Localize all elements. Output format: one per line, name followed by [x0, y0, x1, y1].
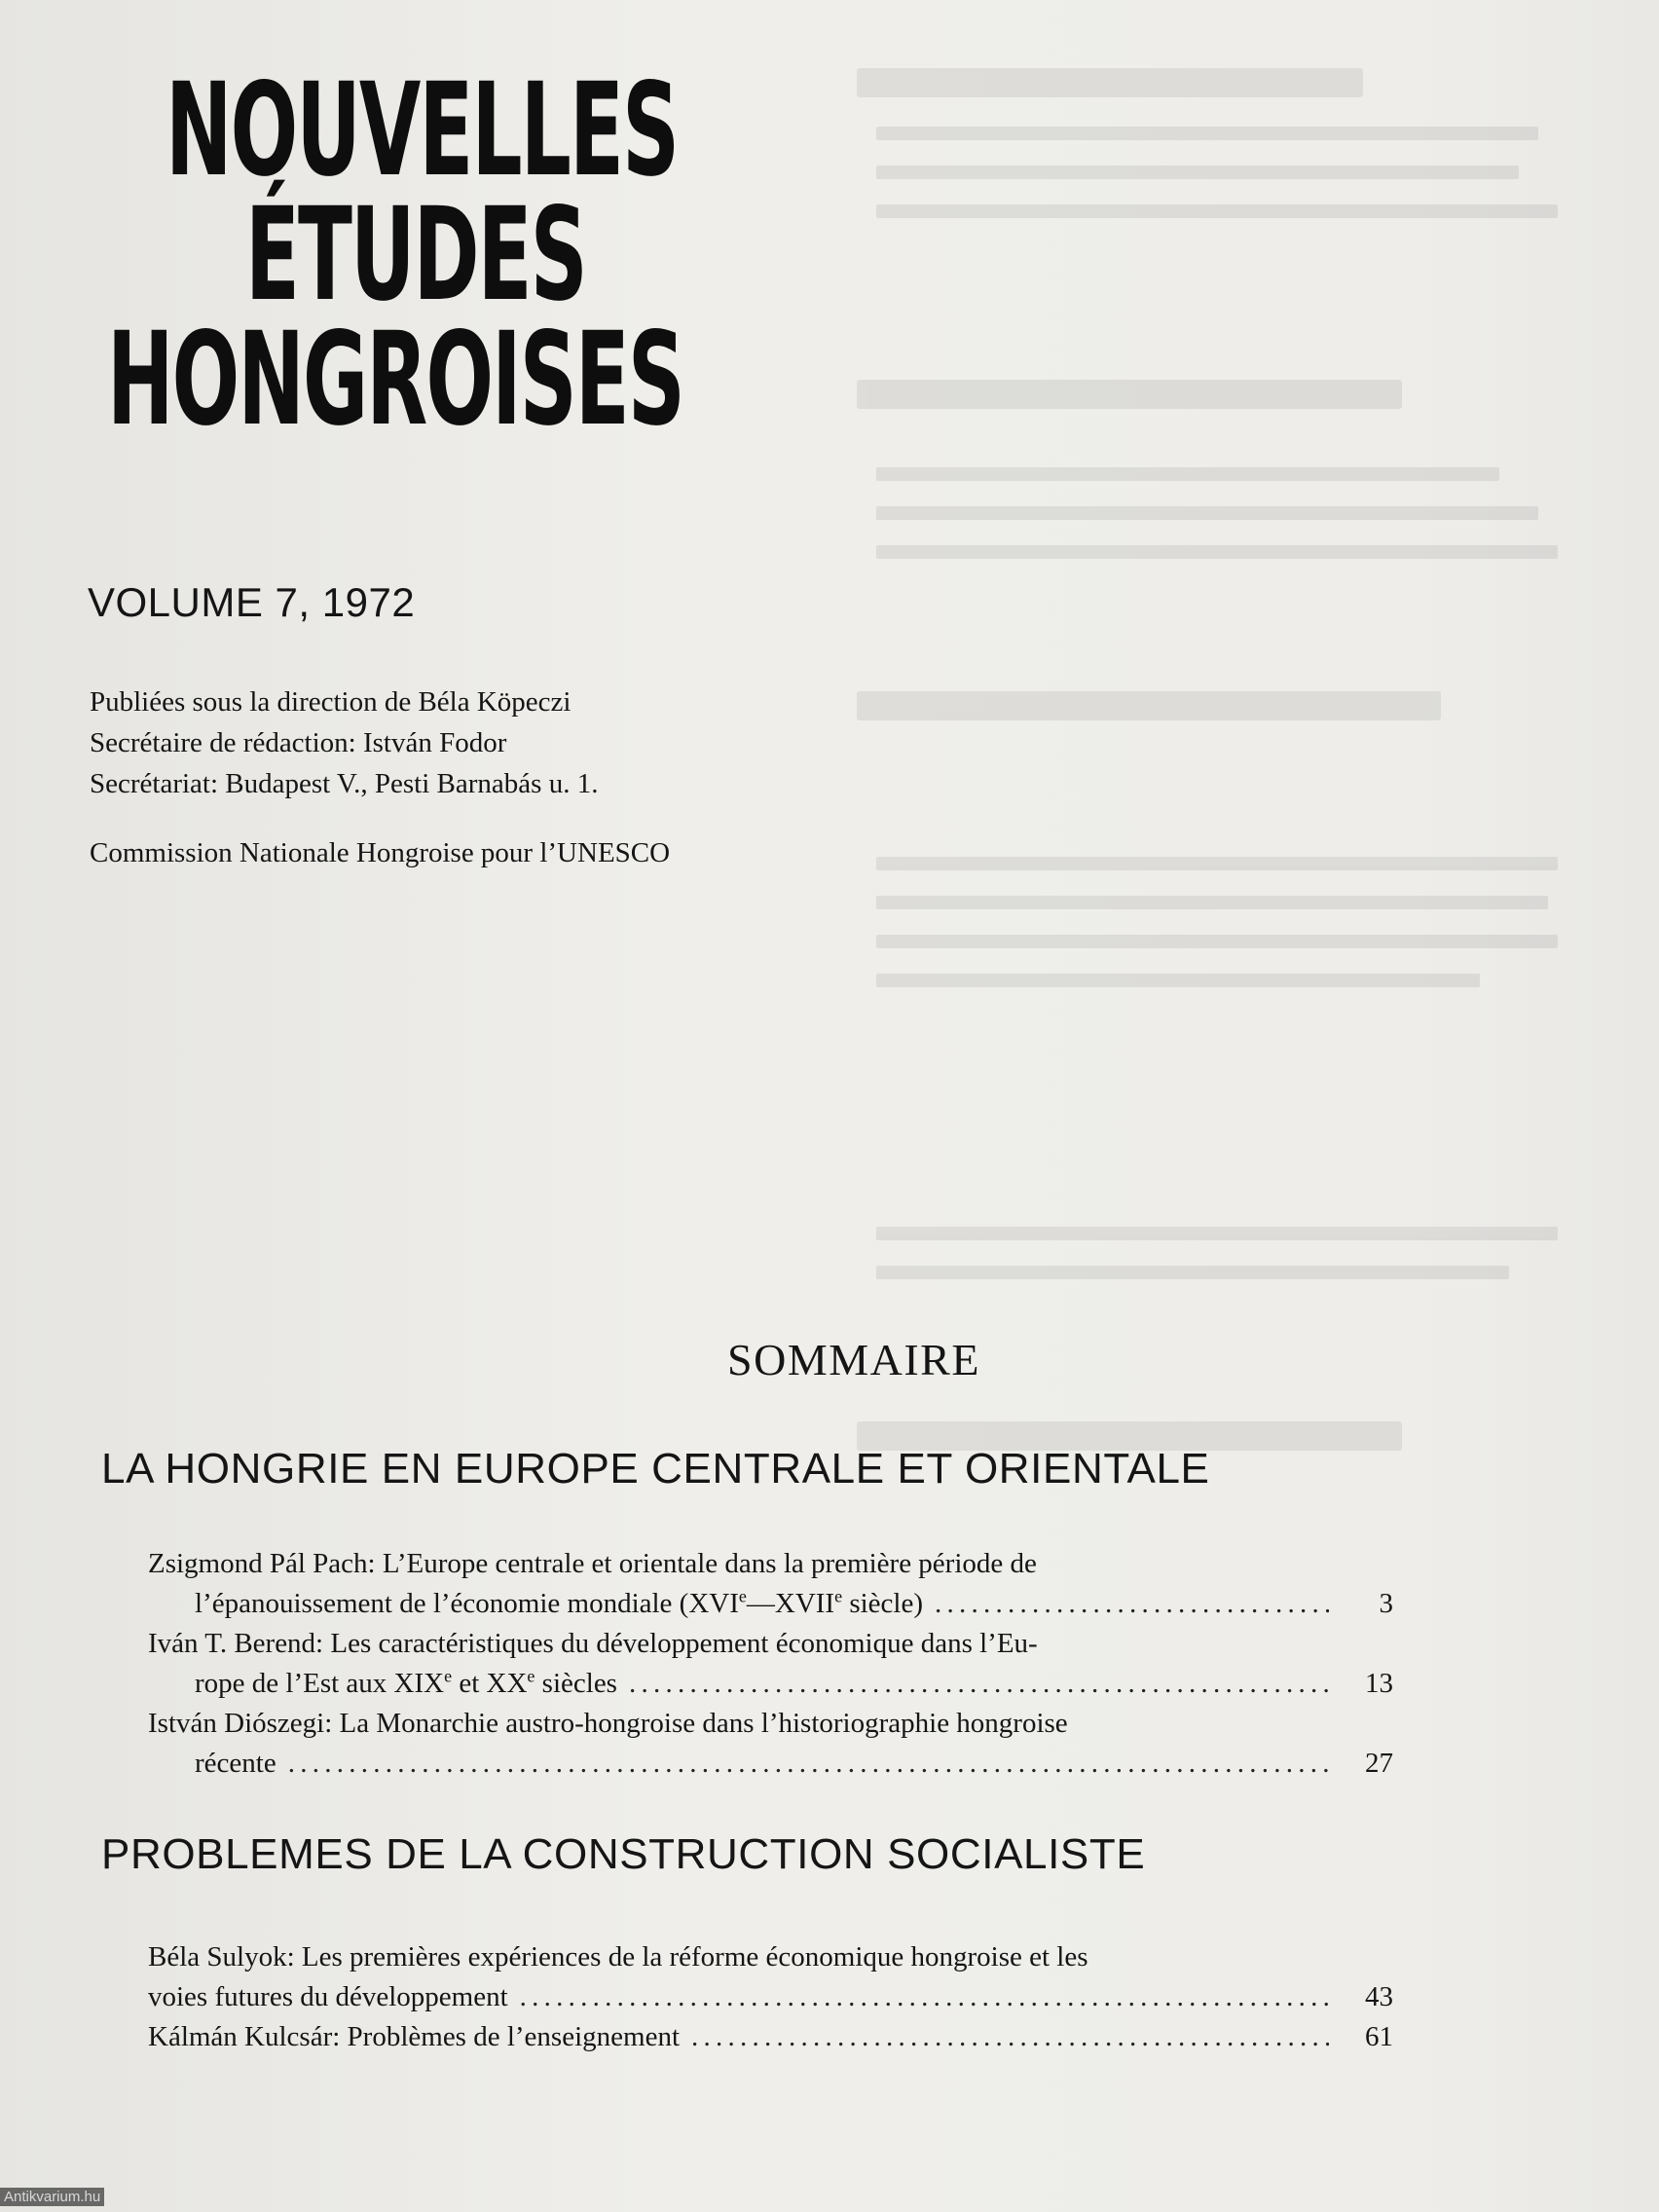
toc-section-1 [148, 1544, 1392, 1784]
section-title: PROBLEMES DE LA CONSTRUCTION SOCIALISTE [101, 1830, 1146, 1878]
contents-heading: SOMMAIRE [727, 1335, 980, 1384]
toc-entry-title: Iván T. Berend: Les caractéristiques du développement économique dans l’Eu- [148, 1628, 1038, 1659]
page-number: 13 [1365, 1668, 1393, 1699]
toc-entry-title: Kálmán Kulcsár: Problèmes de l’enseignement [148, 2021, 681, 2052]
toc-entry-title: Zsigmond Pál Pach: L’Europe centrale et orientale dans la première période de [148, 1548, 1037, 1579]
journal-masthead [103, 55, 882, 455]
toc-entry-title-cont: voies futures du développement [148, 1981, 508, 2012]
page-number: 27 [1365, 1748, 1393, 1779]
watermark: Antikvarium.hu [0, 2188, 104, 2206]
toc-entry [148, 1937, 1392, 2017]
show-through-text [857, 58, 1636, 1538]
masthead-line-2: ÉTUDES [245, 180, 586, 330]
toc-entry [148, 2017, 1392, 2057]
page-number: 61 [1365, 2021, 1393, 2052]
section-title: LA HONGRIE EN EUROPE CENTRALE ET ORIENTALE [101, 1445, 1210, 1493]
toc-entry-title-cont: rope de l’Est aux XIXe et XXe siècles [195, 1666, 617, 1699]
secretary-credit: Secrétaire de rédaction: István Fodor [90, 727, 507, 758]
toc-section-2 [148, 1937, 1392, 2057]
toc-entry-title: István Diószegi: La Monarchie austro-hongroise dans l’historiographie hongroise [148, 1708, 1068, 1739]
dot-leader [691, 2017, 1329, 2057]
commission-credit: Commission Nationale Hongroise pour l’UNESCO [90, 837, 671, 868]
dot-leader [629, 1664, 1329, 1704]
toc-entry-title-cont: récente [195, 1748, 276, 1779]
dot-leader [520, 1977, 1329, 2017]
dot-leader [935, 1584, 1329, 1624]
direction-credit: Publiées sous la direction de Béla Köpeczi [90, 686, 571, 718]
page-number: 43 [1365, 1981, 1393, 2012]
toc-entry-title: Béla Sulyok: Les premières expériences de la réforme économique hongroise et les [148, 1941, 1088, 1972]
editorial-credits [90, 682, 598, 804]
toc-entry-title-cont: l’épanouissement de l’économie mondiale (XVIe—XVIIe siècle) [195, 1586, 923, 1619]
volume-label: VOLUME 7, 1972 [88, 579, 416, 625]
masthead-line-3: HONGROISES [107, 305, 683, 455]
toc-entry [148, 1704, 1392, 1784]
toc-entry [148, 1544, 1392, 1624]
masthead-line-1: NOUVELLES [166, 55, 679, 205]
dot-leader [288, 1744, 1329, 1784]
toc-entry [148, 1624, 1392, 1704]
page-number: 3 [1379, 1588, 1393, 1619]
secretariat-address: Secrétariat: Budapest V., Pesti Barnabás u. 1. [90, 768, 599, 799]
